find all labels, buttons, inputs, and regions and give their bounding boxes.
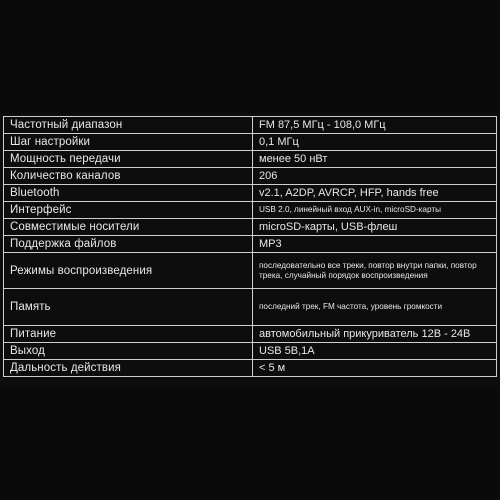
spec-row: [4, 236, 497, 253]
spec-row: [4, 289, 497, 326]
spec-row: [4, 151, 497, 168]
spec-label: Режимы воспроизведения: [4, 253, 253, 289]
spec-value: 0,1 МГц: [253, 134, 497, 151]
spec-value: FM 87,5 МГц - 108,0 МГц: [253, 117, 497, 134]
spec-value: последний трек, FM частота, уровень громкости: [253, 289, 497, 326]
spec-value: автомобильный прикуриватель 12В - 24В: [253, 326, 497, 343]
spec-value: последовательно все треки, повтор внутри папки, повтор трека, случайный порядок воспроизведения: [253, 253, 497, 289]
spec-row: [4, 219, 497, 236]
spec-row: [4, 168, 497, 185]
spec-value: менее 50 нВт: [253, 151, 497, 168]
spec-value: microSD-карты, USB-флеш: [253, 219, 497, 236]
spec-label: Количество каналов: [4, 168, 253, 185]
spec-label: Память: [4, 289, 253, 326]
spec-label: Частотный диапазон: [4, 117, 253, 134]
spec-value: USB 5В,1А: [253, 343, 497, 360]
spec-label: Шаг настройки: [4, 134, 253, 151]
spec-value: MP3: [253, 236, 497, 253]
spec-row: [4, 202, 497, 219]
spec-row: [4, 360, 497, 377]
spec-row: [4, 253, 497, 289]
spec-table: [3, 116, 497, 377]
spec-label: Выход: [4, 343, 253, 360]
spec-label: Интерфейс: [4, 202, 253, 219]
spec-row: [4, 185, 497, 202]
spec-label: Bluetooth: [4, 185, 253, 202]
spec-value: < 5 м: [253, 360, 497, 377]
spec-label: Поддержка файлов: [4, 236, 253, 253]
spec-value: USB 2.0, линейный вход AUX-in, microSD-карты: [253, 202, 497, 219]
spec-value: v2.1, A2DP, AVRCP, HFP, hands free: [253, 185, 497, 202]
spec-label: Дальность действия: [4, 360, 253, 377]
spec-row: [4, 343, 497, 360]
spec-row: [4, 326, 497, 343]
spec-table-body: [4, 117, 497, 377]
spec-label: Мощность передачи: [4, 151, 253, 168]
spec-row: [4, 134, 497, 151]
spec-label: Совместимые носители: [4, 219, 253, 236]
spec-value: 206: [253, 168, 497, 185]
spec-row: [4, 117, 497, 134]
spec-label: Питание: [4, 326, 253, 343]
